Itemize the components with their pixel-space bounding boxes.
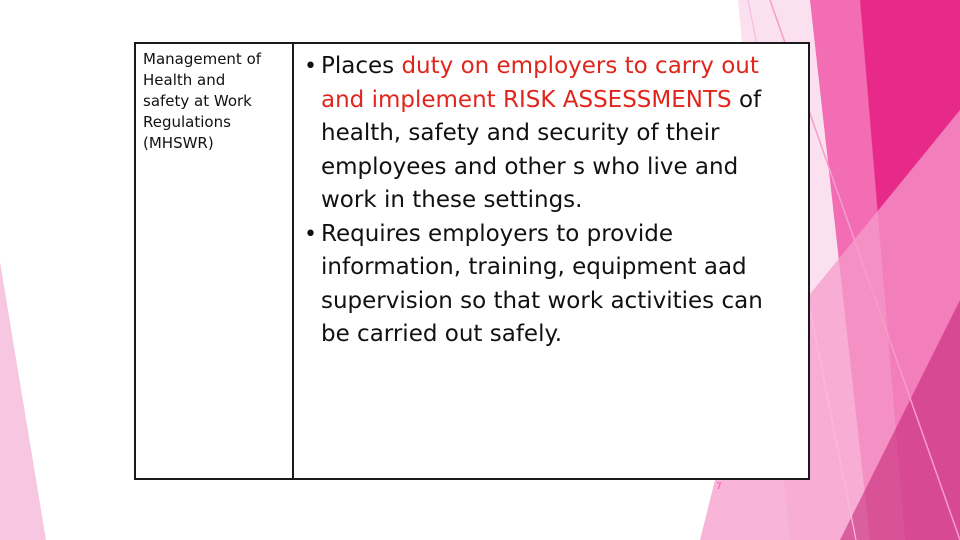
bullet-marker: •: [304, 54, 317, 79]
regulation-name-cell: [136, 44, 294, 478]
regulation-name-line: (MHSWR): [143, 134, 214, 152]
bullet-item: [304, 218, 798, 352]
regulation-name-line: safety at Work: [143, 92, 252, 110]
bullet-text: [321, 50, 798, 218]
regulation-name-line: Management of: [143, 50, 262, 68]
left-pink-triangle: [0, 262, 46, 540]
bullet-text-part: Places: [321, 53, 402, 79]
regulation-description-cell: [294, 44, 808, 478]
bullet-marker: •: [304, 221, 317, 247]
bullet-text-part: of health, safety and security of their employees and other s who live and work in these settings.: [321, 86, 762, 213]
bullet-text: [321, 218, 798, 352]
regulation-name-line: Health and: [143, 71, 226, 89]
slide-number: 7: [716, 482, 722, 492]
regulation-name-line: Regulations: [143, 113, 231, 131]
bullet-text-part: Requires employers to provide information, training, equipment aad supervision so that work activities can be carried out safely.: [321, 220, 763, 347]
bullet-item: [304, 50, 798, 218]
content-table: [134, 42, 810, 480]
highlighted-text: duty on employers to carry out and implement RISK ASSESSMENTS: [321, 53, 759, 113]
